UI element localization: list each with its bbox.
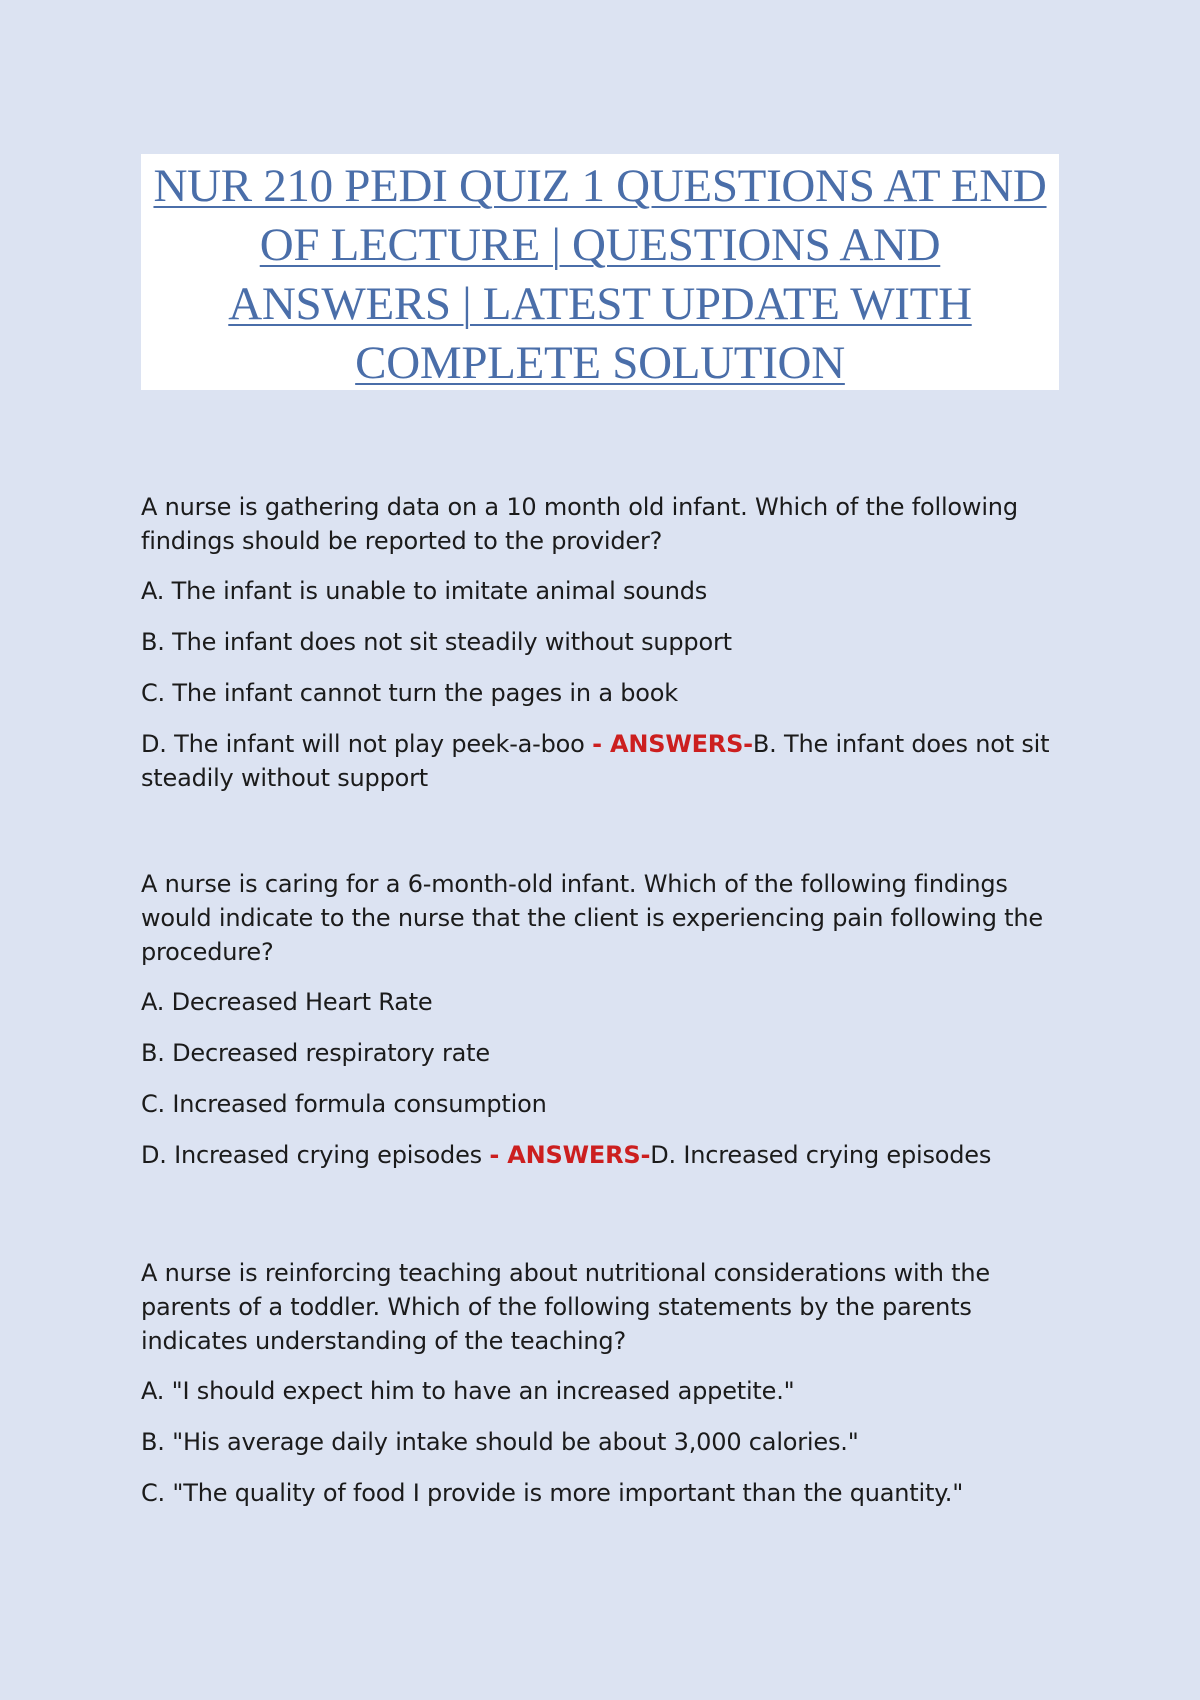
answer-option: B. Decreased respiratory rate bbox=[141, 1039, 490, 1067]
answer-label: - ANSWERS- bbox=[489, 1141, 651, 1169]
spacer bbox=[141, 1189, 1071, 1256]
correct-answer: B. The infant does not sit steadily without support bbox=[141, 730, 1050, 792]
questions-list bbox=[141, 490, 1071, 1527]
correct-answer: D. Increased crying episodes bbox=[650, 1141, 992, 1169]
answer-option: C. The infant cannot turn the pages in a book bbox=[141, 679, 678, 707]
answer-label: - ANSWERS- bbox=[592, 730, 753, 758]
answer-option: B. The infant does not sit steadily without support bbox=[141, 628, 732, 656]
title-line: NUR 210 PEDI QUIZ 1 QUESTIONS AT END bbox=[153, 160, 1047, 212]
answer-option-with-key bbox=[141, 1138, 1071, 1172]
document-title bbox=[145, 157, 1055, 393]
title-line: OF LECTURE | QUESTIONS AND bbox=[259, 219, 941, 271]
answer-option: A. Decreased Heart Rate bbox=[141, 988, 433, 1016]
answer-option: A. "I should expect him to have an increased appetite." bbox=[141, 1377, 795, 1405]
answer-option: C. "The quality of food I provide is more important than the quantity." bbox=[141, 1479, 964, 1507]
title-line: COMPLETE SOLUTION bbox=[355, 337, 845, 389]
question-block bbox=[141, 867, 1071, 1172]
option-text: D. Increased crying episodes bbox=[141, 1141, 490, 1169]
question-block bbox=[141, 1256, 1071, 1510]
answer-option: A. The infant is unable to imitate animal sounds bbox=[141, 577, 708, 605]
title-box bbox=[141, 154, 1059, 390]
answer-option-with-key bbox=[141, 727, 1071, 795]
answer-option: C. Increased formula consumption bbox=[141, 1090, 547, 1118]
question-block bbox=[141, 490, 1071, 795]
answer-option: B. "His average daily intake should be about 3,000 calories." bbox=[141, 1428, 859, 1456]
title-line: ANSWERS | LATEST UPDATE WITH bbox=[228, 278, 972, 330]
spacer bbox=[141, 812, 1071, 867]
question-stem: A nurse is reinforcing teaching about nutritional considerations with the parents of a toddler. Which of the following statements by the parents indicates understanding of the teaching? bbox=[141, 1259, 990, 1355]
question-stem: A nurse is caring for a 6-month-old infant. Which of the following findings would indicate to the nurse that the client is experiencing pain following the procedure? bbox=[141, 870, 1043, 966]
question-stem: A nurse is gathering data on a 10 month old infant. Which of the following findings should be reported to the provider? bbox=[141, 493, 1018, 555]
option-text: D. The infant will not play peek-a-boo bbox=[141, 730, 593, 758]
